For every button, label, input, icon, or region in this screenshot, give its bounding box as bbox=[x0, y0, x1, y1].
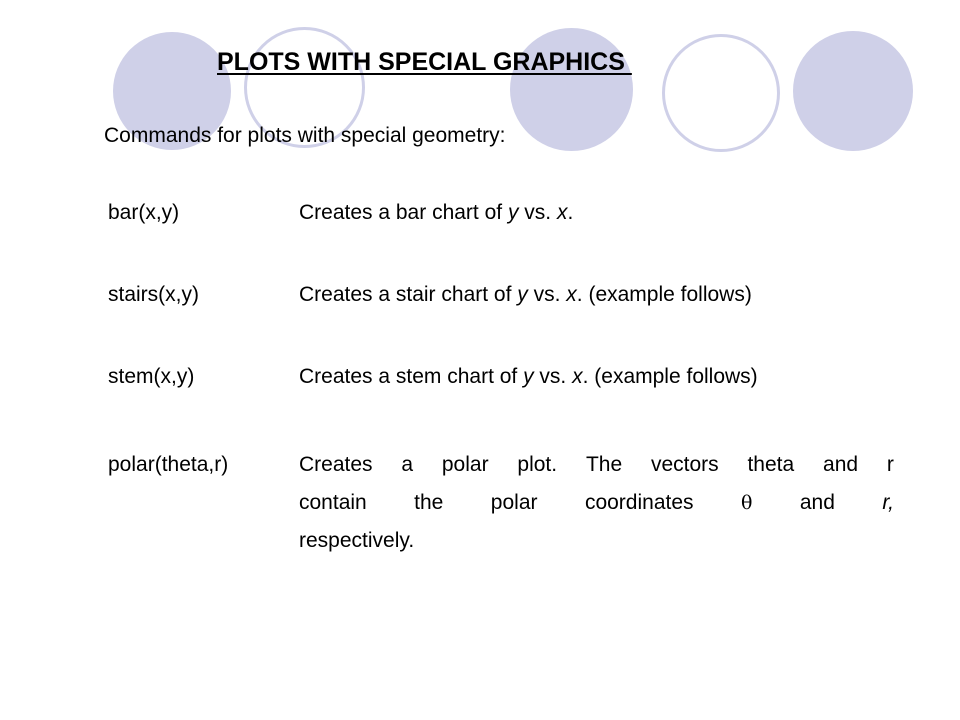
decorative-circle-filled bbox=[510, 28, 633, 151]
theta-symbol: θ bbox=[740, 492, 753, 514]
description-line: Creates a polar plot. The vectors theta and r bbox=[299, 453, 894, 476]
description-line: respectively. bbox=[299, 529, 415, 552]
decorative-circle-outline bbox=[662, 34, 780, 152]
command-description bbox=[299, 448, 894, 562]
command-name: stem(x,y) bbox=[108, 365, 195, 388]
slide-title: PLOTS WITH SPECIAL GRAPHICS bbox=[217, 48, 632, 76]
command-description: Creates a stair chart of y vs. x. (example follows) bbox=[299, 283, 752, 306]
command-name: polar(theta,r) bbox=[108, 453, 229, 476]
intro-text: Commands for plots with special geometry: bbox=[104, 124, 506, 147]
description-line: contain the polar coordinates θ and r, bbox=[299, 486, 894, 524]
command-name: bar(x,y) bbox=[108, 201, 180, 224]
command-description: Creates a stem chart of y vs. x. (example follows) bbox=[299, 365, 758, 388]
decorative-circle-filled bbox=[793, 31, 913, 151]
command-description: Creates a bar chart of y vs. x. bbox=[299, 201, 574, 224]
command-row-polar bbox=[108, 448, 898, 568]
command-name: stairs(x,y) bbox=[108, 283, 199, 306]
